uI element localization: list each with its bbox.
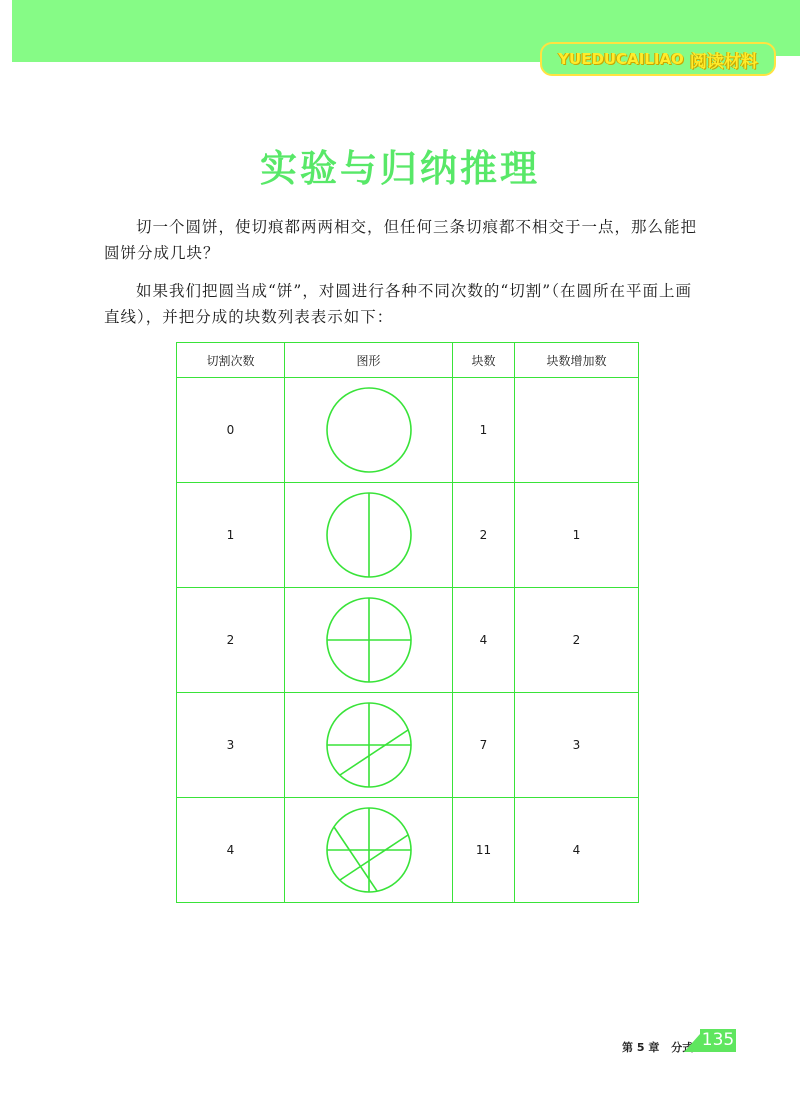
- cell-cuts: 3: [177, 693, 285, 798]
- footer-chapter: 第 5 章: [622, 1041, 660, 1054]
- cell-increase: 4: [515, 798, 639, 903]
- table-row: [177, 798, 639, 903]
- circle-4-cuts-figure: [324, 805, 414, 895]
- header-band-strip: [12, 56, 544, 62]
- cell-cuts: 1: [177, 483, 285, 588]
- paragraph-question: 切一个圆饼，使切痕都两两相交，但任何三条切痕都不相交于一点，那么能把圆饼分成几块？: [104, 218, 698, 262]
- table-row: [177, 588, 639, 693]
- table-row: [177, 378, 639, 483]
- circle-1-cut-figure: [324, 490, 414, 580]
- page-tab-wedge: [684, 1034, 700, 1052]
- cell-pieces: 1: [453, 378, 515, 483]
- cell-cuts: 2: [177, 588, 285, 693]
- table-row: [177, 693, 639, 798]
- page-title: 实验与归纳推理: [260, 147, 540, 190]
- footer-chapter-label: [622, 1039, 693, 1055]
- cell-figure: [285, 588, 453, 693]
- reading-material-tag: [540, 42, 776, 76]
- cell-figure: [285, 483, 453, 588]
- cell-increase: [515, 378, 639, 483]
- header-increase: 块数增加数: [515, 343, 639, 378]
- circle-2-cuts-figure: [324, 595, 414, 685]
- table-row: [177, 483, 639, 588]
- cell-increase: 3: [515, 693, 639, 798]
- page-number: 135: [701, 1030, 735, 1050]
- header-cuts: 切割次数: [177, 343, 285, 378]
- header-figure: 图形: [285, 343, 453, 378]
- paragraph-method: 如果我们把圆当成“饼”，对圆进行各种不同次数的“切割”（在圆所在平面上画直线），并把分成的块数列表表示如下：: [104, 282, 692, 326]
- circle-0-cuts-figure: [324, 385, 414, 475]
- cell-figure: [285, 798, 453, 903]
- header-pieces: 块数: [453, 343, 515, 378]
- tag-chinese: 阅读材料: [689, 51, 758, 72]
- cell-increase: 1: [515, 483, 639, 588]
- cell-pieces: 2: [453, 483, 515, 588]
- cell-increase: 2: [515, 588, 639, 693]
- footer-section: 分式: [671, 1041, 694, 1054]
- cell-pieces: 7: [453, 693, 515, 798]
- cut-table: [176, 342, 639, 903]
- circle-3-cuts-figure: [324, 700, 414, 790]
- cell-figure: [285, 693, 453, 798]
- cell-cuts: 0: [177, 378, 285, 483]
- table-header-row: [177, 343, 639, 378]
- tag-latin: YUEDUCAILIAO: [558, 50, 684, 68]
- cell-figure: [285, 378, 453, 483]
- cell-cuts: 4: [177, 798, 285, 903]
- cell-pieces: 4: [453, 588, 515, 693]
- cell-pieces: 11: [453, 798, 515, 903]
